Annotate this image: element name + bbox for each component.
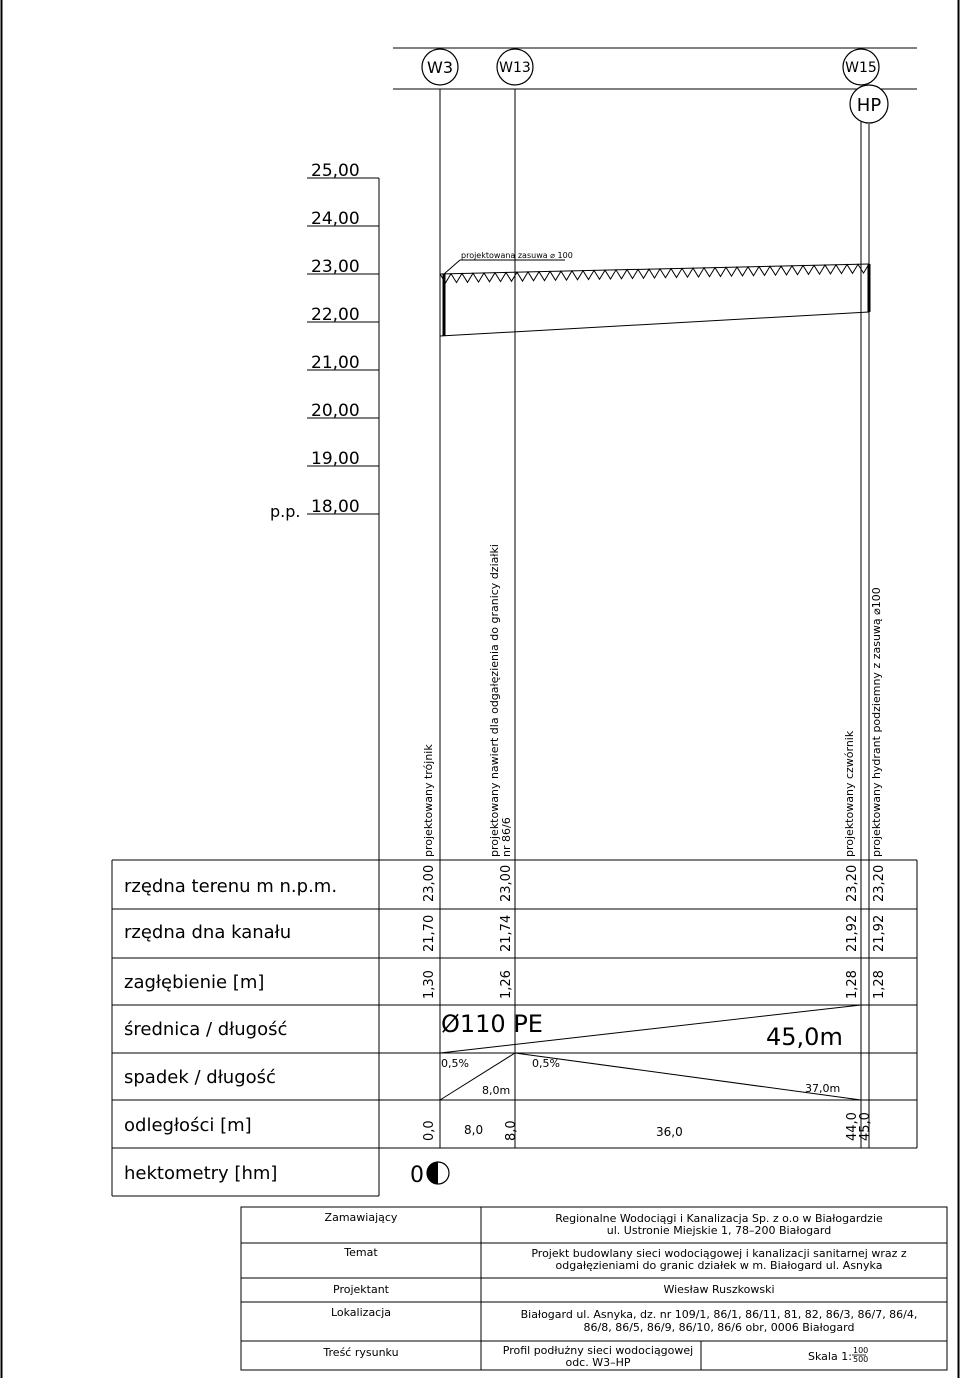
elev-tick: 19,00 — [311, 449, 360, 469]
tb-scale-num: 100 — [853, 1346, 869, 1355]
tb-location-line1: Białogard ul. Asnyka, dz. nr 109/1, 86/1, 86/11, 81, 82, 86/3, 86/7, 86/4, — [520, 1308, 918, 1321]
note-hp: projektowany hydrant podziemny z zasuwą ⌀100 — [870, 587, 883, 857]
well-marker-w13 — [497, 49, 533, 85]
elev-tick: 20,00 — [311, 401, 360, 421]
well-label-w13: W13 — [499, 60, 531, 76]
title-block-text — [322, 1211, 917, 1369]
tb-content-line1: Profil podłużny sieci wodociągowej — [502, 1344, 694, 1357]
tb-designer: Wiesław Ruszkowski — [663, 1283, 775, 1296]
invert-value: 21,70 — [422, 914, 437, 952]
well-markers — [422, 49, 888, 123]
tb-subject-line1: Projekt budowlany sieci wodociągowej i kanalizacji sanitarnej wraz z — [531, 1247, 907, 1260]
elev-tick: 22,00 — [311, 305, 360, 325]
tb-content-label: Treść rysunku — [323, 1346, 399, 1359]
terrain-hatch — [440, 264, 869, 283]
datum-prefix: p.p. — [270, 502, 301, 521]
row-label-terrain: rzędna terenu m n.p.m. — [124, 876, 338, 897]
elev-tick: 18,00 — [311, 497, 360, 517]
slope2-label: 0,5% — [532, 1057, 560, 1070]
row-label-distances: odległości [m] — [124, 1115, 252, 1136]
tb-scale-label: Skala 1: — [808, 1350, 852, 1363]
valve-leader — [444, 260, 460, 274]
row-label-slope: spadek / długość — [124, 1067, 276, 1088]
dist-station: 44,0 — [845, 1112, 860, 1141]
well-marker-hp — [850, 85, 888, 123]
profile-graph — [440, 251, 869, 336]
point-notes — [422, 544, 883, 857]
row-label-hectometers: hektometry [hm] — [124, 1163, 278, 1184]
invert-value: 21,92 — [845, 914, 860, 952]
note-w15: projektowany czwórnik — [843, 730, 856, 857]
dist-station: 45,0 — [858, 1112, 873, 1141]
elev-tick: 23,00 — [311, 257, 360, 277]
tb-location-label: Lokalizacja — [330, 1306, 392, 1319]
depth-value: 1,28 — [845, 970, 860, 999]
tb-designer-label: Projektant — [333, 1283, 389, 1296]
tb-scale-den: 500 — [853, 1355, 869, 1364]
slope1-length: 8,0m — [482, 1084, 511, 1097]
table-horizontal-values — [410, 1010, 843, 1188]
row-label-depth: zagłębienie [m] — [124, 972, 265, 993]
tb-investor-line1: Regionalne Wodociągi i Kanalizacja Sp. z o.o w Białogardzie — [555, 1212, 883, 1225]
depth-value: 1,30 — [422, 970, 437, 999]
well-header-lines — [393, 48, 917, 89]
well-marker-w3 — [422, 49, 458, 85]
invert-value: 21,92 — [872, 914, 887, 952]
well-label-w3: W3 — [427, 58, 453, 77]
table-row-labels — [124, 876, 337, 1184]
length-total: 45,0m — [766, 1023, 843, 1051]
hectometer-marker — [427, 1162, 449, 1184]
elev-tick: 24,00 — [311, 209, 360, 229]
slope1-label: 0,5% — [441, 1057, 469, 1070]
well-label-hp: HP — [856, 95, 882, 116]
hectometer-start: 0 — [410, 1163, 424, 1188]
note-w13-line1: projektowany nawiert dla odgałęzienia do granicy działki — [488, 544, 501, 857]
row-label-diameter: średnica / długość — [124, 1019, 288, 1040]
pipe-invert-line — [440, 312, 869, 336]
elevation-scale — [270, 161, 379, 1196]
tb-subject-line2: odgałęzieniami do granic działek w m. Białogard ul. Asnyka — [555, 1259, 883, 1272]
dist-segment: 36,0 — [656, 1125, 683, 1139]
dist-segment: 8,0 — [464, 1123, 484, 1137]
dist-station: 0,0 — [422, 1120, 437, 1141]
elev-tick: 21,00 — [311, 353, 360, 373]
depth-value: 1,26 — [499, 970, 514, 999]
terrain-value: 23,00 — [499, 864, 514, 902]
depth-value: 1,28 — [872, 970, 887, 999]
valve-note: projektowana zasuwa ⌀ 100 — [461, 251, 573, 260]
row-label-invert: rzędna dna kanału — [124, 922, 292, 943]
invert-value: 21,74 — [499, 914, 514, 952]
tb-location-line2: 86/8, 86/5, 86/9, 86/10, 86/6 obr, 0006 Białogard — [583, 1321, 855, 1334]
well-marker-w15 — [843, 49, 879, 85]
note-w13-line2: nr 86/6 — [500, 817, 513, 857]
tb-investor-label: Zamawiający — [324, 1211, 398, 1224]
note-w3: projektowany trójnik — [422, 744, 435, 857]
slope2-length: 37,0m — [805, 1082, 841, 1095]
dist-station: 8,0 — [504, 1120, 519, 1141]
terrain-value: 23,20 — [845, 864, 860, 902]
terrain-value: 23,00 — [422, 864, 437, 902]
well-label-w15: W15 — [845, 60, 877, 76]
tb-investor-line2: ul. Ustronie Miejskie 1, 78–200 Białogard — [606, 1224, 832, 1237]
diameter-label: Ø110 PE — [441, 1010, 543, 1038]
tb-content-line2: odc. W3–HP — [565, 1356, 631, 1369]
terrain-value: 23,20 — [872, 864, 887, 902]
tb-subject-label: Temat — [344, 1246, 378, 1259]
elev-tick: 25,00 — [311, 161, 360, 181]
